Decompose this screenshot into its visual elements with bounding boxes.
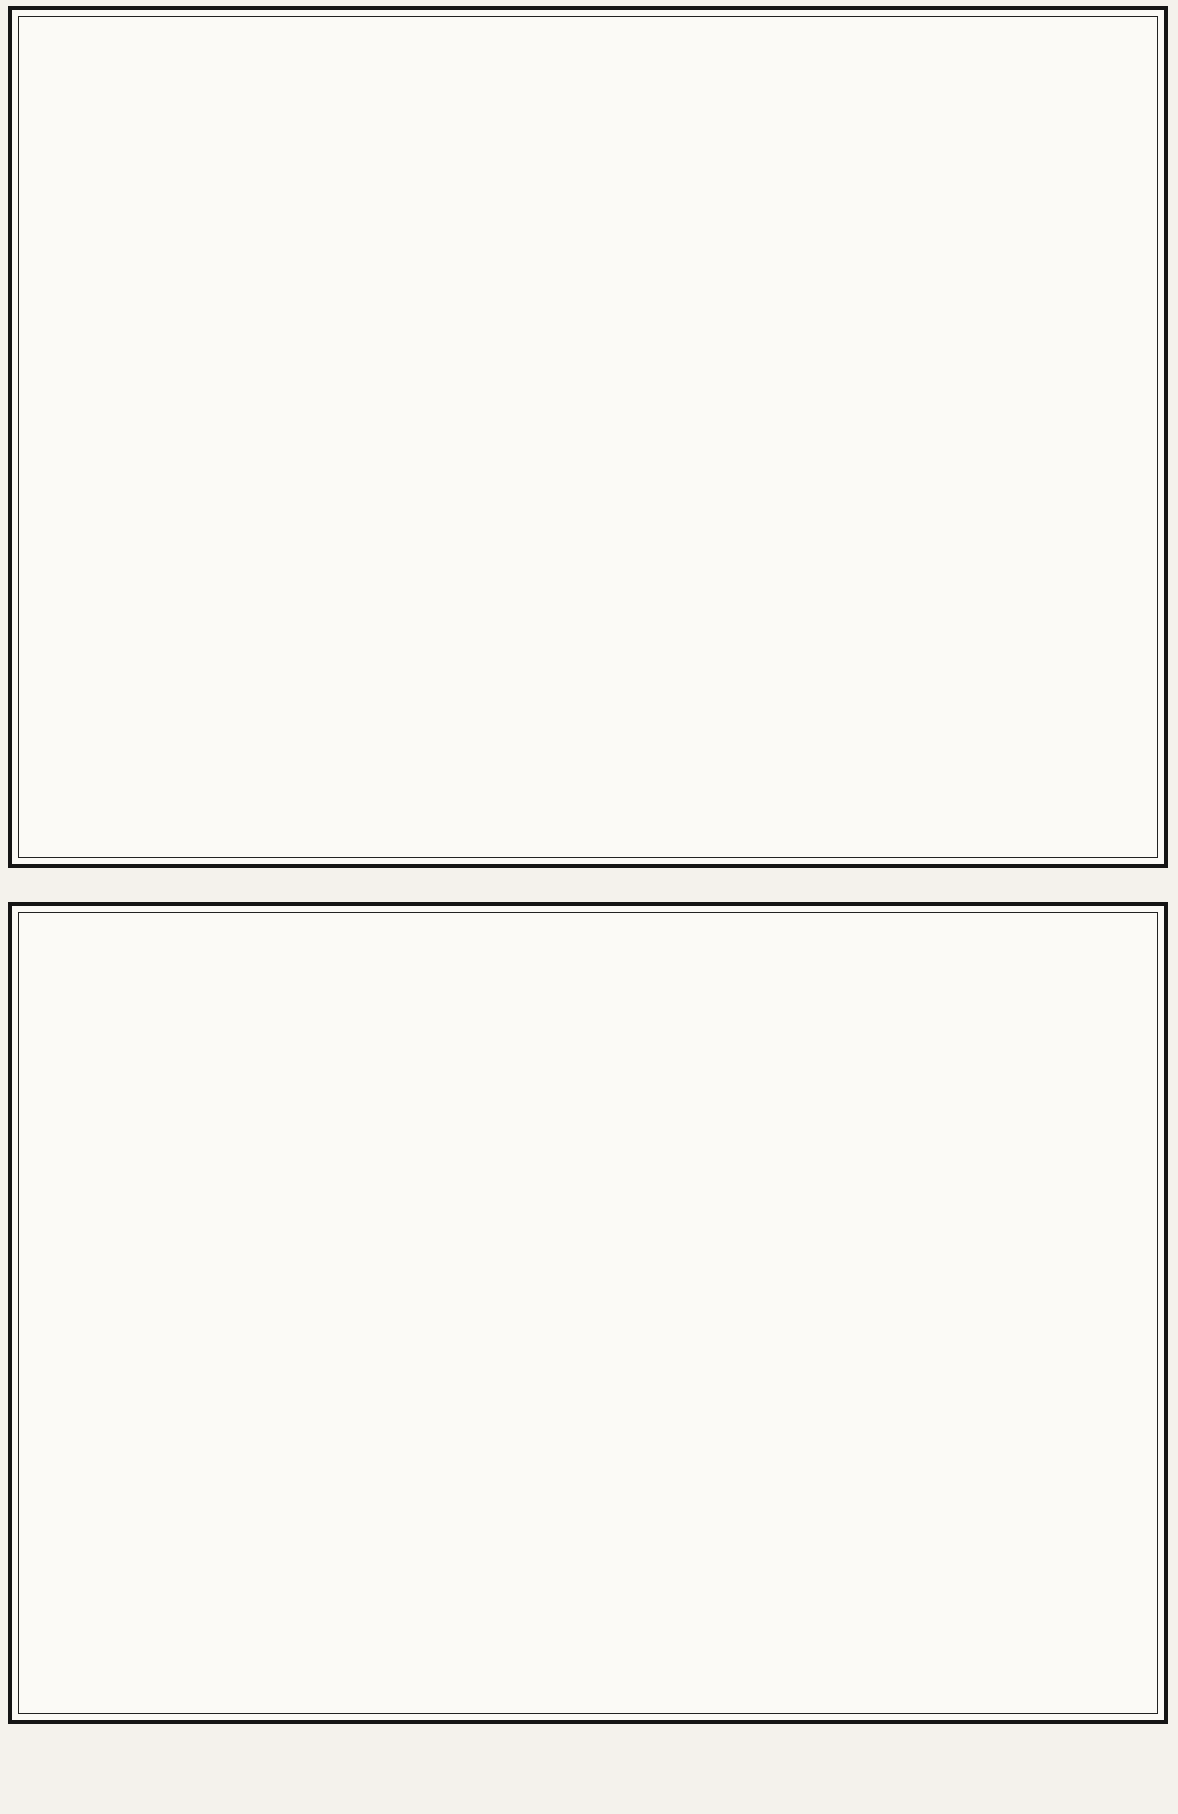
- top-page: [8, 6, 1168, 868]
- bottom-page: [8, 902, 1168, 1724]
- bottom-page-frame: [18, 912, 1158, 1714]
- top-page-frame: [18, 16, 1158, 858]
